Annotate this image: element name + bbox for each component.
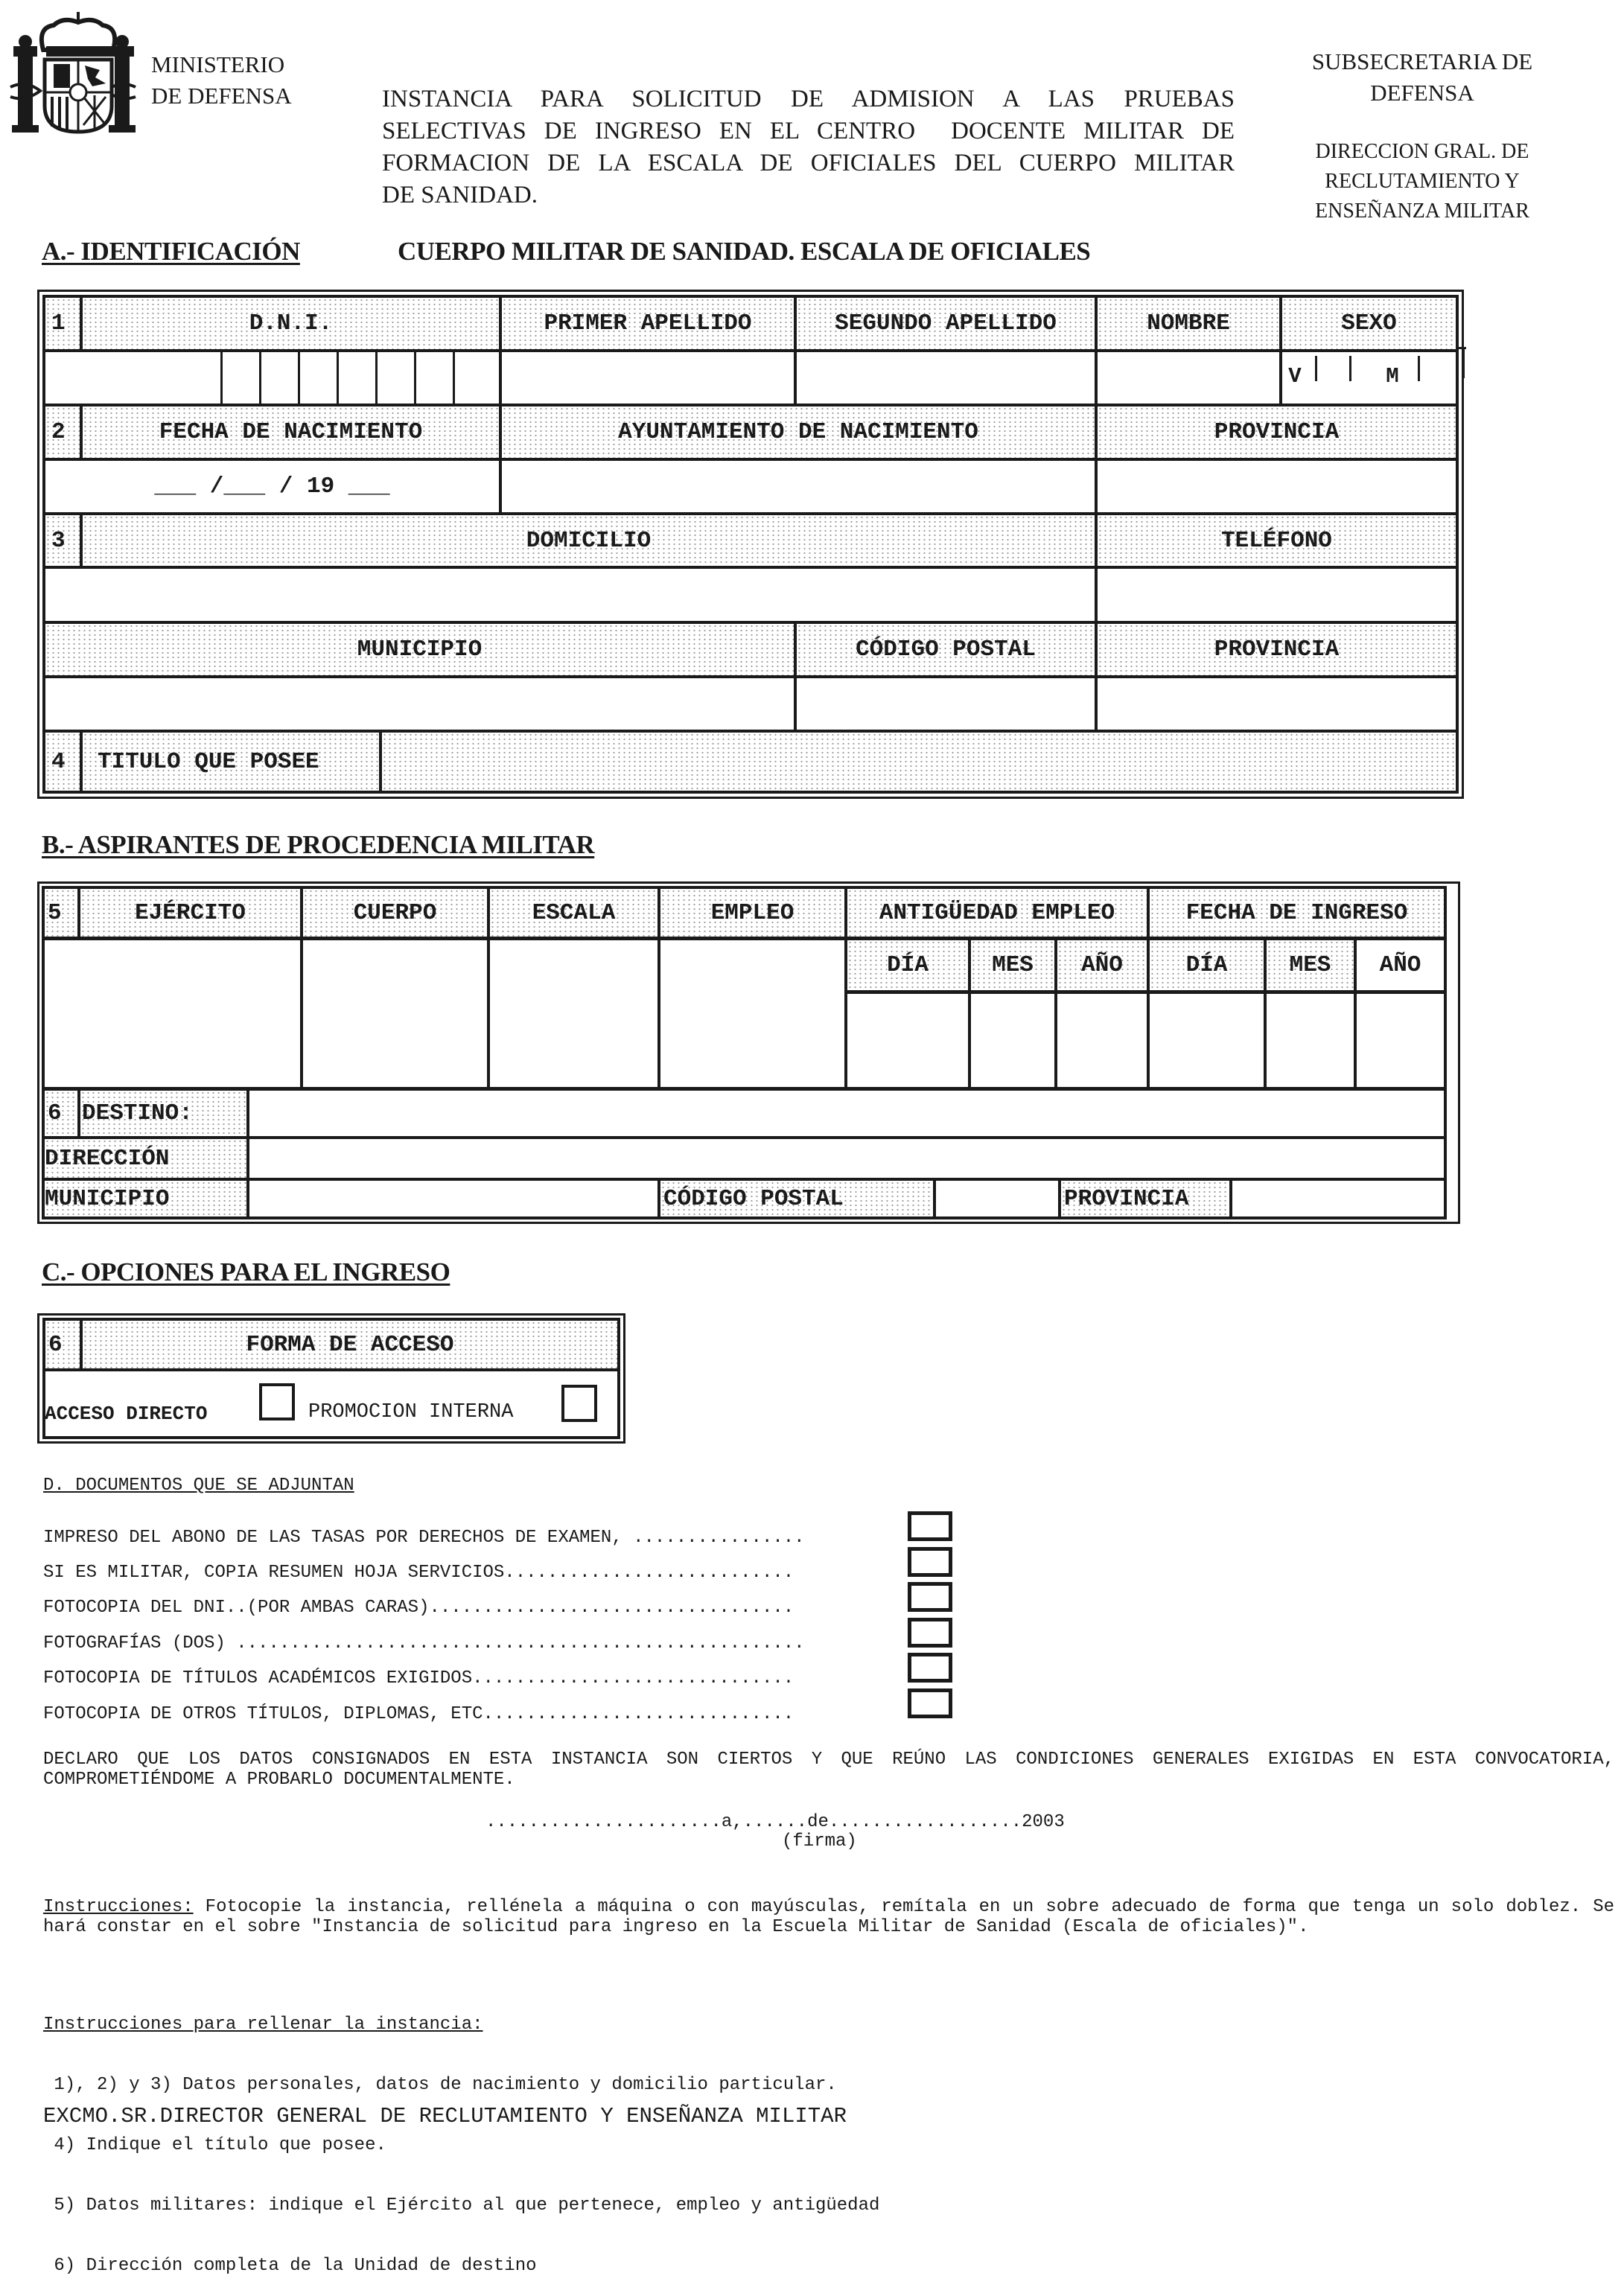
row-number: 6: [45, 1321, 80, 1368]
document-item: IMPRESO DEL ABONO DE LAS TASAS POR DERECHOS DE EXAMEN, ................: [43, 1528, 805, 1548]
promocion-interna-label: PROMOCION INTERNA: [308, 1401, 514, 1423]
section-a-heading: A.- IDENTIFICACIÓN: [42, 237, 300, 266]
fill-instruction-item: 1), 2) y 3) Datos personales, datos de nacimiento y domicilio particular.: [43, 2075, 837, 2095]
document-checkbox[interactable]: [908, 1618, 952, 1648]
direccion-label: DIRECCIÓN: [45, 1139, 246, 1178]
fill-instruction-item: 5) Datos militares: indique el Ejército al que pertenece, empleo y antigüedad: [43, 2195, 880, 2216]
promocion-interna-checkbox[interactable]: [561, 1385, 597, 1422]
direccion-line: ENSEÑANZA MILITAR: [1315, 200, 1529, 223]
direccion-input[interactable]: [249, 1139, 1444, 1178]
primer-apellido-header: PRIMER APELLIDO: [502, 298, 794, 349]
titulo-label: TITULO QUE POSEE: [83, 733, 379, 791]
document-checkbox[interactable]: [908, 1688, 952, 1718]
ingreso-mes-input[interactable]: [1267, 994, 1354, 1087]
dni-input[interactable]: [45, 352, 499, 404]
instructions-paragraph: [43, 1897, 1614, 1937]
municipio-input[interactable]: [45, 678, 794, 730]
municipio-label: MUNICIPIO: [45, 1181, 246, 1216]
telefono-header: TELÉFONO: [1098, 515, 1456, 566]
fill-instruction-item: 4) Indique el título que posee.: [43, 2135, 386, 2155]
title-line: INSTANCIA PARA SOLICITUD DE ADMISION A LAS PRUEBAS: [382, 86, 1235, 112]
ministry-line-1: MINISTERIO: [151, 51, 285, 77]
row-number: 2: [45, 406, 80, 458]
provincia-destino-input[interactable]: [1232, 1181, 1444, 1216]
municipio-destino-input[interactable]: [249, 1181, 657, 1216]
ingreso-ano-input[interactable]: [1357, 994, 1444, 1087]
telefono-input[interactable]: [1098, 569, 1456, 621]
title-line: DE SANIDAD.: [382, 182, 538, 208]
document-checkbox[interactable]: [908, 1547, 952, 1577]
sexo-v-checkbox[interactable]: [1316, 356, 1349, 381]
title-line: FORMACION DE LA ESCALA DE OFICIALES DEL CUERPO MILITAR: [382, 150, 1235, 176]
document-checkbox[interactable]: [908, 1653, 952, 1683]
ministry-name: [151, 49, 292, 112]
row-number: 1: [45, 298, 80, 349]
antiguedad-dia-input[interactable]: [847, 994, 968, 1087]
row-number: 5: [45, 889, 77, 937]
provincia-nacimiento-input[interactable]: [1098, 461, 1456, 512]
destino-input[interactable]: [249, 1091, 1444, 1136]
fecha-ingreso-header: FECHA DE INGRESO: [1150, 889, 1444, 937]
sexo-option-v: V: [1288, 364, 1302, 389]
antiguedad-empleo-header: ANTIGÜEDAD EMPLEO: [847, 889, 1147, 937]
provincia-nacimiento-header: PROVINCIA: [1098, 406, 1456, 458]
antiguedad-mes-header: MES: [971, 940, 1054, 990]
forma-acceso-header: FORMA DE ACCESO: [83, 1321, 617, 1368]
nombre-header: NOMBRE: [1098, 298, 1279, 349]
ingreso-dia-header: DÍA: [1150, 940, 1264, 990]
empleo-input[interactable]: [660, 940, 844, 1087]
codigo-postal-input[interactable]: [797, 678, 1095, 730]
provincia-domicilio-input[interactable]: [1098, 678, 1456, 730]
primer-apellido-input[interactable]: [502, 352, 794, 404]
codigo-postal-destino-input[interactable]: [936, 1181, 1058, 1216]
fill-instructions-heading: Instrucciones para rellenar la instancia:: [43, 2015, 483, 2035]
title-line: SELECTIVAS DE INGRESO EN EL CENTRO DOCENTE MILITAR DE: [382, 118, 1235, 144]
codigo-postal-header: CÓDIGO POSTAL: [797, 624, 1095, 675]
acceso-directo-checkbox[interactable]: [259, 1383, 295, 1420]
row-number: 4: [45, 733, 80, 791]
fecha-nacimiento-input[interactable]: ___ /___ / 19 ___: [154, 473, 390, 500]
sexo-option-m: M: [1386, 364, 1399, 389]
ayuntamiento-header: AYUNTAMIENTO DE NACIMIENTO: [502, 406, 1095, 458]
ministry-line-2: DE DEFENSA: [151, 83, 292, 109]
codigo-postal-label: CÓDIGO POSTAL: [660, 1181, 933, 1216]
ejercito-input[interactable]: [45, 940, 300, 1087]
document-item: FOTOCOPIA DEL DNI..(POR AMBAS CARAS)..................................: [43, 1598, 795, 1618]
row-number: 6: [45, 1091, 77, 1136]
cuerpo-header: CUERPO: [303, 889, 487, 937]
ingreso-dia-input[interactable]: [1150, 994, 1264, 1087]
row-number: 3: [45, 515, 80, 566]
direccion-line: RECLUTAMIENTO Y: [1325, 170, 1520, 193]
provincia-domicilio-header: PROVINCIA: [1098, 624, 1456, 675]
fecha-nacimiento-header: FECHA DE NACIMIENTO: [83, 406, 499, 458]
document-checkbox[interactable]: [908, 1511, 952, 1541]
section-d-heading: D. DOCUMENTOS QUE SE ADJUNTAN: [43, 1476, 354, 1496]
municipio-header: MUNICIPIO: [45, 624, 794, 675]
subsecretaria-line: SUBSECRETARIA DE: [1311, 48, 1533, 74]
sexo-m-checkbox[interactable]: [1419, 356, 1452, 381]
segundo-apellido-header: SEGUNDO APELLIDO: [797, 298, 1095, 349]
ejercito-header: EJÉRCITO: [80, 889, 300, 937]
cuerpo-input[interactable]: [303, 940, 487, 1087]
destino-label: DESTINO:: [80, 1091, 246, 1136]
ingreso-ano-header: AÑO: [1379, 952, 1421, 978]
document-item: FOTOGRAFÍAS (DOS) .....................................................: [43, 1633, 805, 1654]
document-item: FOTOCOPIA DE OTROS TÍTULOS, DIPLOMAS, ETC.............................: [43, 1704, 795, 1724]
declaration-text: DECLARO QUE LOS DATOS CONSIGNADOS EN ESTA INSTANCIA SON CIERTOS Y QUE REÚNO LAS CONDICIONES GENERALES EXIGIDAS EN ESTA CONVOCATORIA, COMPROMETIÉNDOME A PROBARLO DOCUMENTALMENTE.: [43, 1750, 1614, 1790]
signature-label: (firma): [782, 1831, 857, 1852]
form-title: [382, 83, 1235, 211]
direccion-line: DIRECCION GRAL. DE: [1315, 140, 1529, 163]
sexo-header: SEXO: [1282, 298, 1456, 349]
provincia-label: PROVINCIA: [1061, 1181, 1229, 1216]
domicilio-input[interactable]: [45, 569, 1095, 621]
document-item: SI ES MILITAR, COPIA RESUMEN HOJA SERVICIOS...........................: [43, 1563, 795, 1583]
subsecretaria-line: DEFENSA: [1370, 80, 1474, 106]
document-checkbox[interactable]: [908, 1582, 952, 1612]
section-c-heading: C.- OPCIONES PARA EL INGRESO: [42, 1257, 450, 1286]
antiguedad-ano-header: AÑO: [1057, 940, 1147, 990]
section-b-heading: B.- ASPIRANTES DE PROCEDENCIA MILITAR: [42, 830, 595, 859]
fill-instruction-item: 6) Dirección completa de la Unidad de destino: [43, 2256, 537, 2276]
acceso-directo-label: ACCESO DIRECTO: [45, 1403, 208, 1425]
escala-header: ESCALA: [490, 889, 657, 937]
coat-of-arms-icon: [7, 9, 138, 134]
addressee: EXCMO.SR.DIRECTOR GENERAL DE RECLUTAMIENTO Y ENSEÑANZA MILITAR: [43, 2104, 847, 2128]
segundo-apellido-input[interactable]: [797, 352, 1095, 404]
department-block: [1266, 46, 1579, 109]
ayuntamiento-input[interactable]: [502, 461, 1095, 512]
direccion-block: [1266, 137, 1579, 226]
empleo-header: EMPLEO: [660, 889, 844, 937]
dni-header: D.N.I.: [83, 298, 499, 349]
antiguedad-ano-input[interactable]: [1057, 994, 1147, 1087]
instructions-label: Instrucciones:: [43, 1897, 194, 1917]
ingreso-mes-header: MES: [1267, 940, 1354, 990]
escala-input[interactable]: [490, 940, 657, 1087]
fill-instructions: [43, 1974, 879, 2296]
titulo-input[interactable]: [382, 733, 1456, 791]
document-item: FOTOCOPIA DE TÍTULOS ACADÉMICOS EXIGIDOS..............................: [43, 1668, 795, 1688]
nombre-input[interactable]: [1098, 352, 1279, 404]
antiguedad-dia-header: DÍA: [847, 940, 968, 990]
date-signature-line[interactable]: ......................a,......de..................2003: [485, 1812, 1065, 1832]
section-a-subtitle: CUERPO MILITAR DE SANIDAD. ESCALA DE OFICIALES: [398, 237, 1091, 266]
domicilio-header: DOMICILIO: [83, 515, 1095, 566]
instructions-text: Fotocopie la instancia, rellénela a máquina o con mayúsculas, remítala en un sobre adecuado de forma que tenga un solo doblez. Se hará constar en el sobre "Instancia de solicitud para ingreso en la Escuela Militar de Sanidad (Escala de oficiales)".: [43, 1897, 1614, 1937]
antiguedad-mes-input[interactable]: [971, 994, 1054, 1087]
